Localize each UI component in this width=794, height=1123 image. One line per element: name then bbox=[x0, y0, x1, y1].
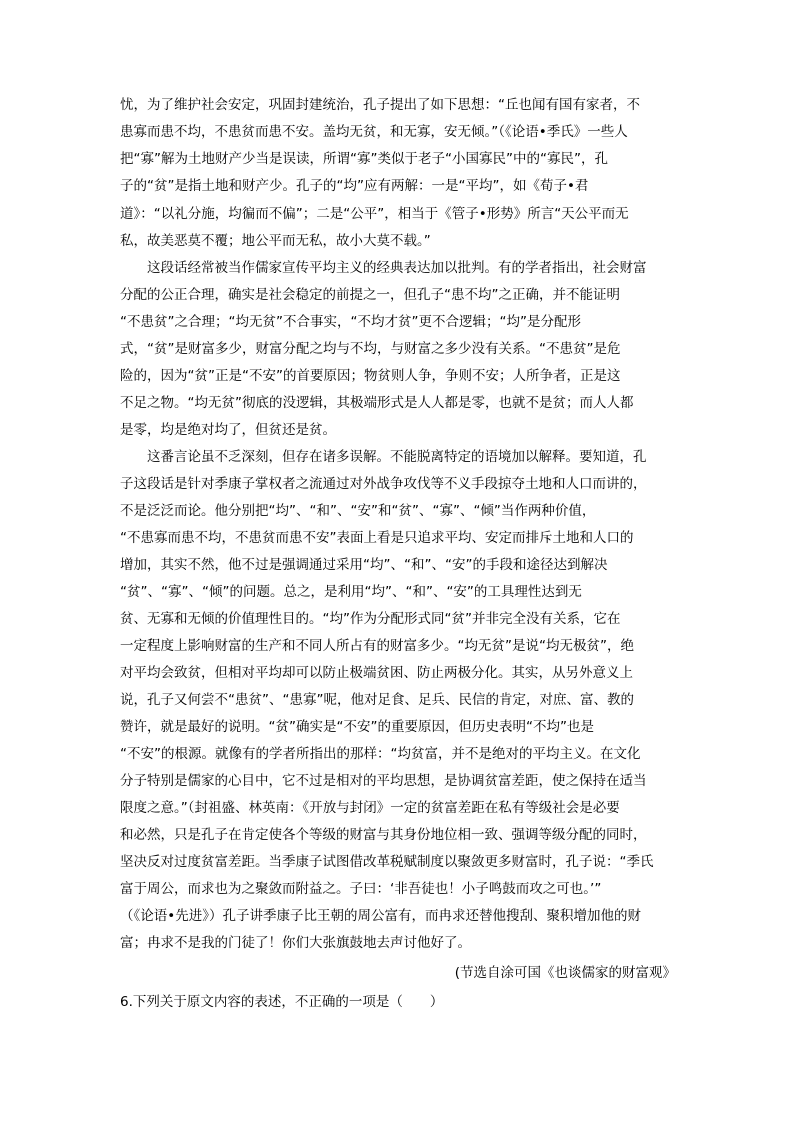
paragraph-3-line-13: 分子特别是儒家的心目中，它不过是相对的平均思想，是协调贫富差距，使之保持在适当 bbox=[120, 773, 647, 789]
paragraph-3-line-5: 增加，其实不然，他不过是强调通过采用“均”、“和”、“安”的手段和途径达到解决 bbox=[120, 557, 608, 573]
paragraph-2-line-7: 是零，均是绝对均了，但贫还是贫。 bbox=[120, 422, 336, 438]
paragraph-1-line-6: 私，故美恶莫不覆；地公平而无私，故小大莫不载。” bbox=[120, 233, 431, 249]
paragraph-2-line-2: 分配的公正合理，确实是社会稳定的前提之一，但孔子“患不均”之正确，并不能证明 bbox=[120, 287, 620, 303]
paragraph-3-line-9: 对平均会致贫，但相对平均却可以防止极端贫困、防止两极分化。其实，从另外意义上 bbox=[120, 665, 633, 681]
paragraph-3-line-8: 一定程度上影响财富的生产和不同人所占有的财富多少。“均无贫”是说“均无极贫”，绝 bbox=[120, 638, 634, 654]
paragraph-3-line-12: “不安”的根源。就像有的学者所指出的那样：“均贫富，并不是绝对的平均主义。在文化 bbox=[120, 746, 641, 762]
paragraph-3-line-19: 富；冉求不是我的门徒了！你们大张旗鼓地去声讨他好了。 bbox=[120, 935, 471, 951]
paragraph-2-line-1: 这段话经常被当作儒家宣传平均主义的经典表达加以批判。有的学者指出，社会财富 bbox=[147, 260, 647, 276]
paragraph-3-line-16: 坚决反对过度贫富差距。当季康子试图借改革税赋制度以聚敛更多财富时，孔子说：“季氏 bbox=[120, 854, 654, 870]
paragraph-3-line-17: 富于周公，而求也为之聚敛而附益之。子曰：‘非吾徒也！小子鸣鼓而攻之可也。’” bbox=[120, 881, 602, 897]
paragraph-3-line-10: 说，孔子又何尝不“患贫”、“患寡”呢，他对足食、足兵、民信的肯定，对庶、富、教的 bbox=[120, 692, 634, 708]
paragraph-2-line-6: 不足之物。“均无贫”彻底的没逻辑，其极端形式是人人都是零，也就不是贫；而人人都 bbox=[120, 395, 634, 411]
paragraph-2-line-3: “不患贫”之合理；“均无贫”不合事实，“不均才贫”更不合逻辑；“均”是分配形 bbox=[120, 314, 581, 330]
paragraph-1-line-2: 患寡而患不均，不患贫而患不安。盖均无贫，和无寡，安无倾。”（《论语•季氏》一些人 bbox=[120, 124, 628, 140]
paragraph-2-line-5: 险的，因为“贫”正是“不安”的首要原因；物贫则人争，争则不安；人所争者，正是这 bbox=[120, 368, 621, 384]
paragraph-3-line-15: 和必然，只是孔子在肯定使各个等级的财富与其身份地位相一致、强调等级分配的同时， bbox=[120, 827, 647, 843]
paragraph-3-line-6: “贫”、“寡”、“倾”的问题。总之，是利用“均”、“和”、“安”的工具理性达到无 bbox=[120, 584, 582, 600]
question-6: 6.下列关于原文内容的表述，不正确的一项是（ ） bbox=[120, 994, 444, 1010]
paragraph-3-line-3: 不是泛泛而论。他分别把“均”、“和”、“安”和“贫”、“寡”、“倾”当作两种价值， bbox=[120, 503, 596, 519]
paragraph-3-line-11: 赞许，就是最好的说明。“贫”确实是“不安”的重要原因，但历史表明“不均”也是 bbox=[120, 719, 594, 735]
paragraph-3-line-4: “不患寡而患不均，不患贫而患不安”表面上看是只追求平均、安定而排斥土地和人口的 bbox=[120, 530, 634, 546]
paragraph-2-line-4: 式，“贫”是财富多少，财富分配之均与不均，与财富之多少没有关系。“不患贫”是危 bbox=[120, 341, 621, 357]
paragraph-1-line-3: 把“寡”解为土地财产少当是误读，所谓“寡”类似于老子“小国寡民”中的“寡民”，孔 bbox=[120, 151, 608, 167]
paragraph-3-line-14: 限度之意。”（封祖盛、林英南：《开放与封闭》一定的贫富差距在私有等级社会是必要 bbox=[120, 800, 620, 816]
paragraph-3-line-7: 贫、无寡和无倾的价值理性目的。“均”作为分配形式同“贫”并非完全没有关系，它在 bbox=[120, 611, 621, 627]
paragraph-1-line-5: 道》：“以礼分施，均徧而不偏”；二是“公平”，相当于《管子•形势》所言“天公平而无 bbox=[120, 206, 629, 222]
source-citation: (节选自涂可国《也谈儒家的财富观》 bbox=[454, 965, 676, 981]
paragraph-1-line-1: 忧，为了维护社会安定，巩固封建统治，孔子提出了如下思想：“丘也闻有国有家者，不 bbox=[120, 97, 640, 113]
paragraph-3-line-2: 子这段话是针对季康子掌权者之流通过对外战争攻伐等不义手段掠夺土地和人口而讲的， bbox=[120, 476, 647, 492]
paragraph-1-line-4: 子的“贫”是指土地和财产少。孔子的“均”应有两解：一是“平均”，如《荀子•君 bbox=[120, 178, 589, 194]
paragraph-3-line-1: 这番言论虽不乏深刻，但存在诸多误解。不能脱离特定的语境加以解释。要知道，孔 bbox=[147, 449, 647, 465]
paragraph-3-line-18: （《论语•先进》）孔子讲季康子比王朝的周公富有，而冉求还替他搜刮、聚积增加他的财 bbox=[120, 908, 641, 924]
